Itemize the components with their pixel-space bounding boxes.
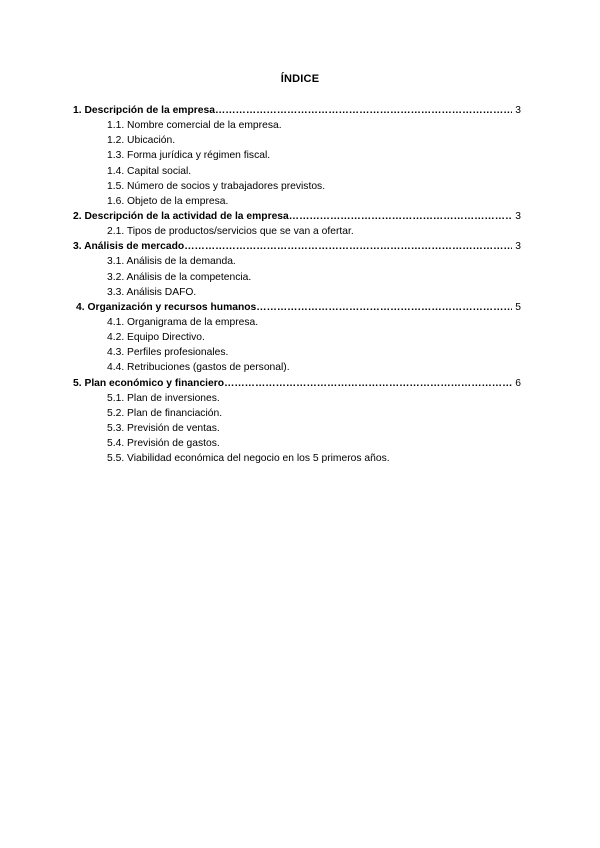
toc-subsection: 5.3. Previsión de ventas. <box>107 422 220 434</box>
dot-leader <box>184 239 512 254</box>
table-of-contents <box>73 103 521 466</box>
toc-subsection: 1.3. Forma jurídica y régimen fiscal. <box>107 150 271 162</box>
toc-section <box>73 239 521 254</box>
toc-subsection: 3.3. Análisis DAFO. <box>107 286 197 298</box>
toc-subsection: 5.4. Previsión de gastos. <box>107 438 220 450</box>
toc-section <box>76 300 521 315</box>
dot-leader <box>256 300 512 315</box>
dot-leader <box>215 103 512 118</box>
toc-subsection: 5.1. Plan de inversiones. <box>107 392 220 404</box>
toc-subsection: 4.2. Equipo Directivo. <box>107 332 205 344</box>
toc-subsection: 1.4. Capital social. <box>107 165 192 177</box>
toc-subsection: 1.5. Número de socios y trabajadores previstos. <box>107 180 326 192</box>
toc-subsection: 4.3. Perfiles profesionales. <box>107 347 229 359</box>
dot-leader <box>224 376 512 391</box>
page-title: ÍNDICE <box>280 73 320 85</box>
toc-page-number: 6 <box>515 377 521 389</box>
toc-subsection: 3.1. Análisis de la demanda. <box>107 256 236 268</box>
toc-section-label: 5. Plan económico y financiero <box>73 377 225 389</box>
toc-section <box>73 376 521 391</box>
dot-leader <box>289 209 513 224</box>
toc-subsection: 1.6. Objeto de la empresa. <box>107 195 229 207</box>
toc-subsection: 3.2. Análisis de la competencia. <box>107 271 252 283</box>
toc-section-label: 4. Organización y recursos humanos <box>76 301 257 313</box>
toc-subsection: 1.1. Nombre comercial de la empresa. <box>107 120 282 132</box>
toc-page-number: 3 <box>515 241 521 253</box>
toc-subsection: 5.5. Viabilidad económica del negocio en los 5 primeros años. <box>107 453 390 465</box>
toc-subsection: 4.1. Organigrama de la empresa. <box>107 316 259 328</box>
toc-subsection: 1.2. Ubicación. <box>107 135 176 147</box>
toc-page-number: 5 <box>515 301 521 313</box>
toc-section-label: 2. Descripción de la actividad de la empresa <box>73 210 289 222</box>
toc-subsection: 2.1. Tipos de productos/servicios que se van a ofertar. <box>107 226 354 238</box>
toc-subsection: 4.4. Retribuciones (gastos de personal). <box>107 362 290 374</box>
toc-section-label: 1. Descripción de la empresa <box>73 105 215 116</box>
toc-subsection: 5.2. Plan de financiación. <box>107 407 223 419</box>
toc-section <box>73 103 521 118</box>
toc-section <box>73 209 521 224</box>
toc-page-number: 3 <box>515 105 521 116</box>
toc-section-label: 3. Análisis de mercado <box>73 241 185 253</box>
toc-page-number: 3 <box>515 210 521 222</box>
